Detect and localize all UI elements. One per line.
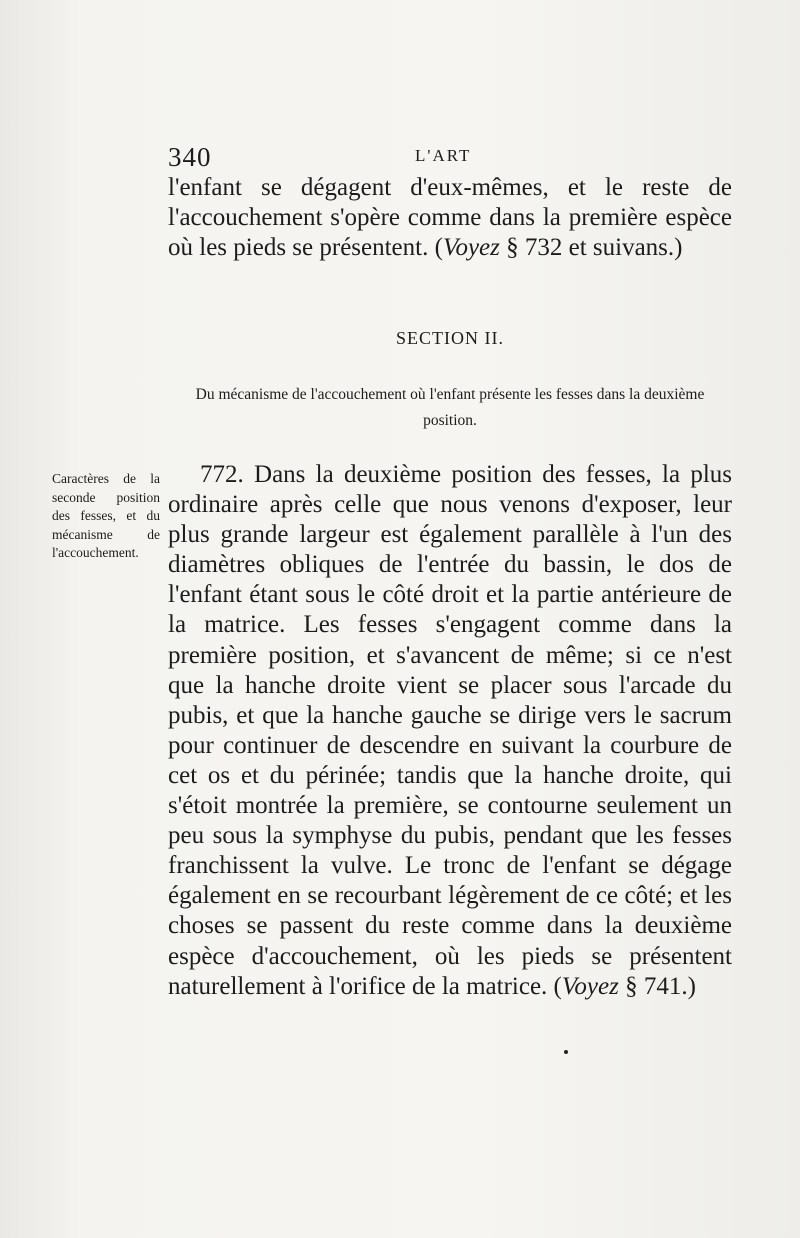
section-heading: SECTION II. [396,328,504,348]
paragraph-end: § 741.) [618,972,696,1000]
main-paragraph [168,460,732,1002]
section-description: Du mécanisme de l'accouchement où l'enfant présente les fesses dans la deuxième position. [195,386,705,429]
continuation-reference: Voyez [442,234,500,262]
continuation-text: l'enfant se dégagent d'eux-mêmes, et le reste de l'accouchement s'opère comme dans la première espèce où les pieds se présentent. ( [168,174,732,262]
continuation-end: § 732 et suivans.) [499,234,683,262]
continuation-paragraph [168,173,732,263]
running-title: L'ART [415,146,472,165]
paragraph-reference: Voyez [561,972,619,1000]
margin-note: Caractères de la seconde position des fesses, et du mécanisme de l'accouchement. [52,471,160,561]
paragraph-text: 772. Dans la deuxième position des fesses, la plus ordinaire après celle que nous venons d'exposer, leur plus grande largeur est également parallèle à l'un des diamètres obliques de l'entrée du bassin, le dos de l'enfant étant sous le côté droit et la partie antérieure de la matrice. Les fesses s'engagent comme dans la première position, et s'avancent de même; si ce n'est que la hanche droite vient se placer sous l'arcade du pubis, et que la hanche gauche se dirige vers le sacrum pour continuer de descendre en suivant la courbure de cet os et du périnée; tandis que la hanche droite, qui s'étoit montrée la première, se contourne seulement un peu sous la symphyse du pubis, pendant que les fesses franchissent la vulve. Le tronc de l'enfant se dégage également en se recourbant légèrement de ce côté; et les choses se passent du reste comme dans la deuxième espèce d'accouchement, où les pieds se présentent naturellement à l'orifice de la matrice. ( [168,461,732,1000]
page-header [168,142,733,174]
ink-dot [564,1050,568,1054]
page-number: 340 [168,142,212,172]
